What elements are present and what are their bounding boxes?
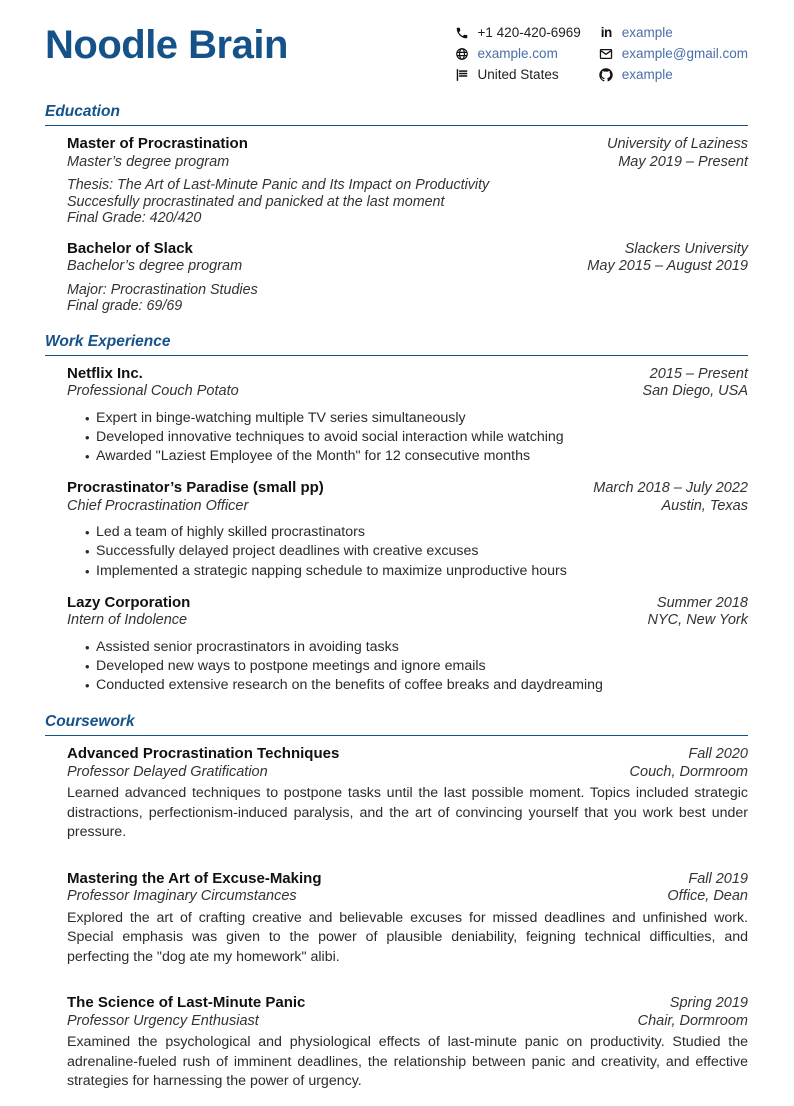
program: Master’s degree program xyxy=(67,153,230,170)
education-entry xyxy=(67,240,748,315)
job-highlights xyxy=(67,523,748,581)
location: Couch, Dormroom xyxy=(629,763,748,780)
section-work-experience xyxy=(45,333,748,696)
location: Austin, Texas xyxy=(661,497,748,514)
institution: Slackers University xyxy=(624,240,748,257)
contact-item-website xyxy=(455,43,581,64)
globe-icon xyxy=(455,46,470,61)
contact-item-linkedin xyxy=(599,22,748,43)
highlight-item: • Implemented a strategic napping schedule to maximize unproductive hours xyxy=(96,562,748,581)
work-entry xyxy=(67,594,748,696)
linkedin-icon: in xyxy=(600,25,612,40)
degree-title: Bachelor of Slack xyxy=(67,239,193,257)
job-highlights xyxy=(67,638,748,696)
contact-item-github xyxy=(599,64,748,85)
coursework-entry xyxy=(67,745,748,856)
detail-line: Major: Procrastination Studies xyxy=(67,281,258,298)
coursework-entries xyxy=(45,736,748,1105)
highlight-item: • Conducted extensive research on the benefits of coffee breaks and daydreaming xyxy=(96,676,748,695)
professor: Professor Urgency Enthusiast xyxy=(67,1012,259,1029)
flag-icon xyxy=(455,67,470,82)
website-link[interactable]: example.com xyxy=(477,46,558,61)
contact-item-phone xyxy=(455,22,581,43)
highlight-item: • Assisted senior procrastinators in avoiding tasks xyxy=(96,638,748,657)
work-entries xyxy=(45,356,748,696)
work-entry xyxy=(67,479,748,581)
highlight-item: • Successfully delayed project deadlines with creative excuses xyxy=(96,542,748,561)
contact-item-email xyxy=(599,43,748,64)
section-title-education: Education xyxy=(45,103,120,120)
dates: May 2015 – August 2019 xyxy=(587,258,748,274)
coursework-entry xyxy=(67,994,748,1105)
highlight-item: • Developed new ways to postpone meetings and ignore emails xyxy=(96,657,748,676)
course-description: Explored the art of crafting creative and believable excuses for missed deadlines and unfinished work. Special emphasis was given to the power of plausible deniability, feigning technical difficulties, and perfecting the "dog ate my homework" alibi. xyxy=(67,909,748,965)
detail-line: Final grade: 69/69 xyxy=(67,298,183,314)
term: Fall 2020 xyxy=(688,746,748,763)
highlight-item: • Developed innovative techniques to avoid social interaction while watching xyxy=(96,428,748,447)
company-name: Lazy Corporation xyxy=(67,593,191,611)
course-title: Mastering the Art of Excuse-Making xyxy=(67,869,322,887)
dates: Summer 2018 xyxy=(656,594,748,611)
location: Office, Dean xyxy=(667,888,748,905)
github-link[interactable]: example xyxy=(621,67,673,82)
coursework-entry xyxy=(67,870,748,981)
institution: University of Laziness xyxy=(606,136,748,152)
highlight-item: • Expert in binge-watching multiple TV series simultaneously xyxy=(96,409,748,428)
contact-item-location xyxy=(455,64,581,85)
education-entry xyxy=(67,135,748,227)
dates: 2015 – Present xyxy=(649,365,748,382)
education-details xyxy=(67,177,748,227)
phone-number: +1 420-420-6969 xyxy=(477,25,581,40)
degree-title: Master of Procrastination xyxy=(67,135,248,152)
company-name: Procrastinator’s Paradise (small pp) xyxy=(67,479,324,497)
phone-icon xyxy=(455,25,470,40)
section-education xyxy=(45,103,748,315)
location: NYC, New York xyxy=(647,612,748,629)
detail-line: Final Grade: 420/420 xyxy=(67,210,202,226)
professor: Professor Delayed Gratification xyxy=(67,763,268,780)
detail-line: Thesis: The Art of Last-Minute Panic and Its Impact on Productivity xyxy=(67,177,490,193)
term: Spring 2019 xyxy=(669,995,748,1012)
company-name: Netflix Inc. xyxy=(67,364,143,382)
detail-line: Succesfully procrastinated and panicked at the last moment xyxy=(67,193,445,210)
education-entries xyxy=(45,126,748,315)
location-text: United States xyxy=(477,67,559,82)
contact-info xyxy=(455,22,748,85)
dates: May 2019 – Present xyxy=(618,153,748,170)
contact-column-right xyxy=(599,22,748,85)
email-icon xyxy=(599,46,614,61)
job-highlights xyxy=(67,409,748,467)
contact-column-left xyxy=(455,22,581,85)
term: Fall 2019 xyxy=(688,870,748,887)
course-title: Advanced Procrastination Techniques xyxy=(67,745,340,763)
linkedin-link[interactable]: example xyxy=(621,25,673,40)
course-description: Learned advanced techniques to postpone tasks until the last possible moment. Topics included strategic distractions, perfectionism-induced paralysis, and the art of convincing yourself that you work best under pressure. xyxy=(67,785,748,841)
job-title: Professional Couch Potato xyxy=(67,383,239,399)
section-title-work-experience: Work Experience xyxy=(45,332,171,350)
highlight-item: • Led a team of highly skilled procrastinators xyxy=(96,523,748,542)
email-link[interactable]: example@gmail.com xyxy=(621,46,748,61)
professor: Professor Imaginary Circumstances xyxy=(67,888,297,905)
job-title: Chief Procrastination Officer xyxy=(67,497,249,514)
job-title: Intern of Indolence xyxy=(67,612,188,629)
highlight-item: • Awarded "Laziest Employee of the Month" for 12 consecutive months xyxy=(96,447,748,466)
location: San Diego, USA xyxy=(642,383,748,399)
location: Chair, Dormroom xyxy=(637,1012,748,1029)
work-entry xyxy=(67,365,748,467)
section-coursework xyxy=(45,713,748,1105)
course-description: Examined the psychological and physiological effects of last-minute panic on productivity. Studied the adrenaline-fueled rush of imminent deadlines, the relationship between panic and creativity, and effective strategies for harnessing the power of urgency. xyxy=(67,1034,748,1089)
education-details xyxy=(67,282,748,315)
header xyxy=(45,20,748,85)
program: Bachelor’s degree program xyxy=(67,258,243,274)
dates: March 2018 – July 2022 xyxy=(593,480,748,497)
github-icon xyxy=(599,67,614,82)
course-title: The Science of Last-Minute Panic xyxy=(67,994,306,1012)
page-title: Noodle Brain xyxy=(45,23,288,67)
section-title-coursework: Coursework xyxy=(45,713,135,731)
